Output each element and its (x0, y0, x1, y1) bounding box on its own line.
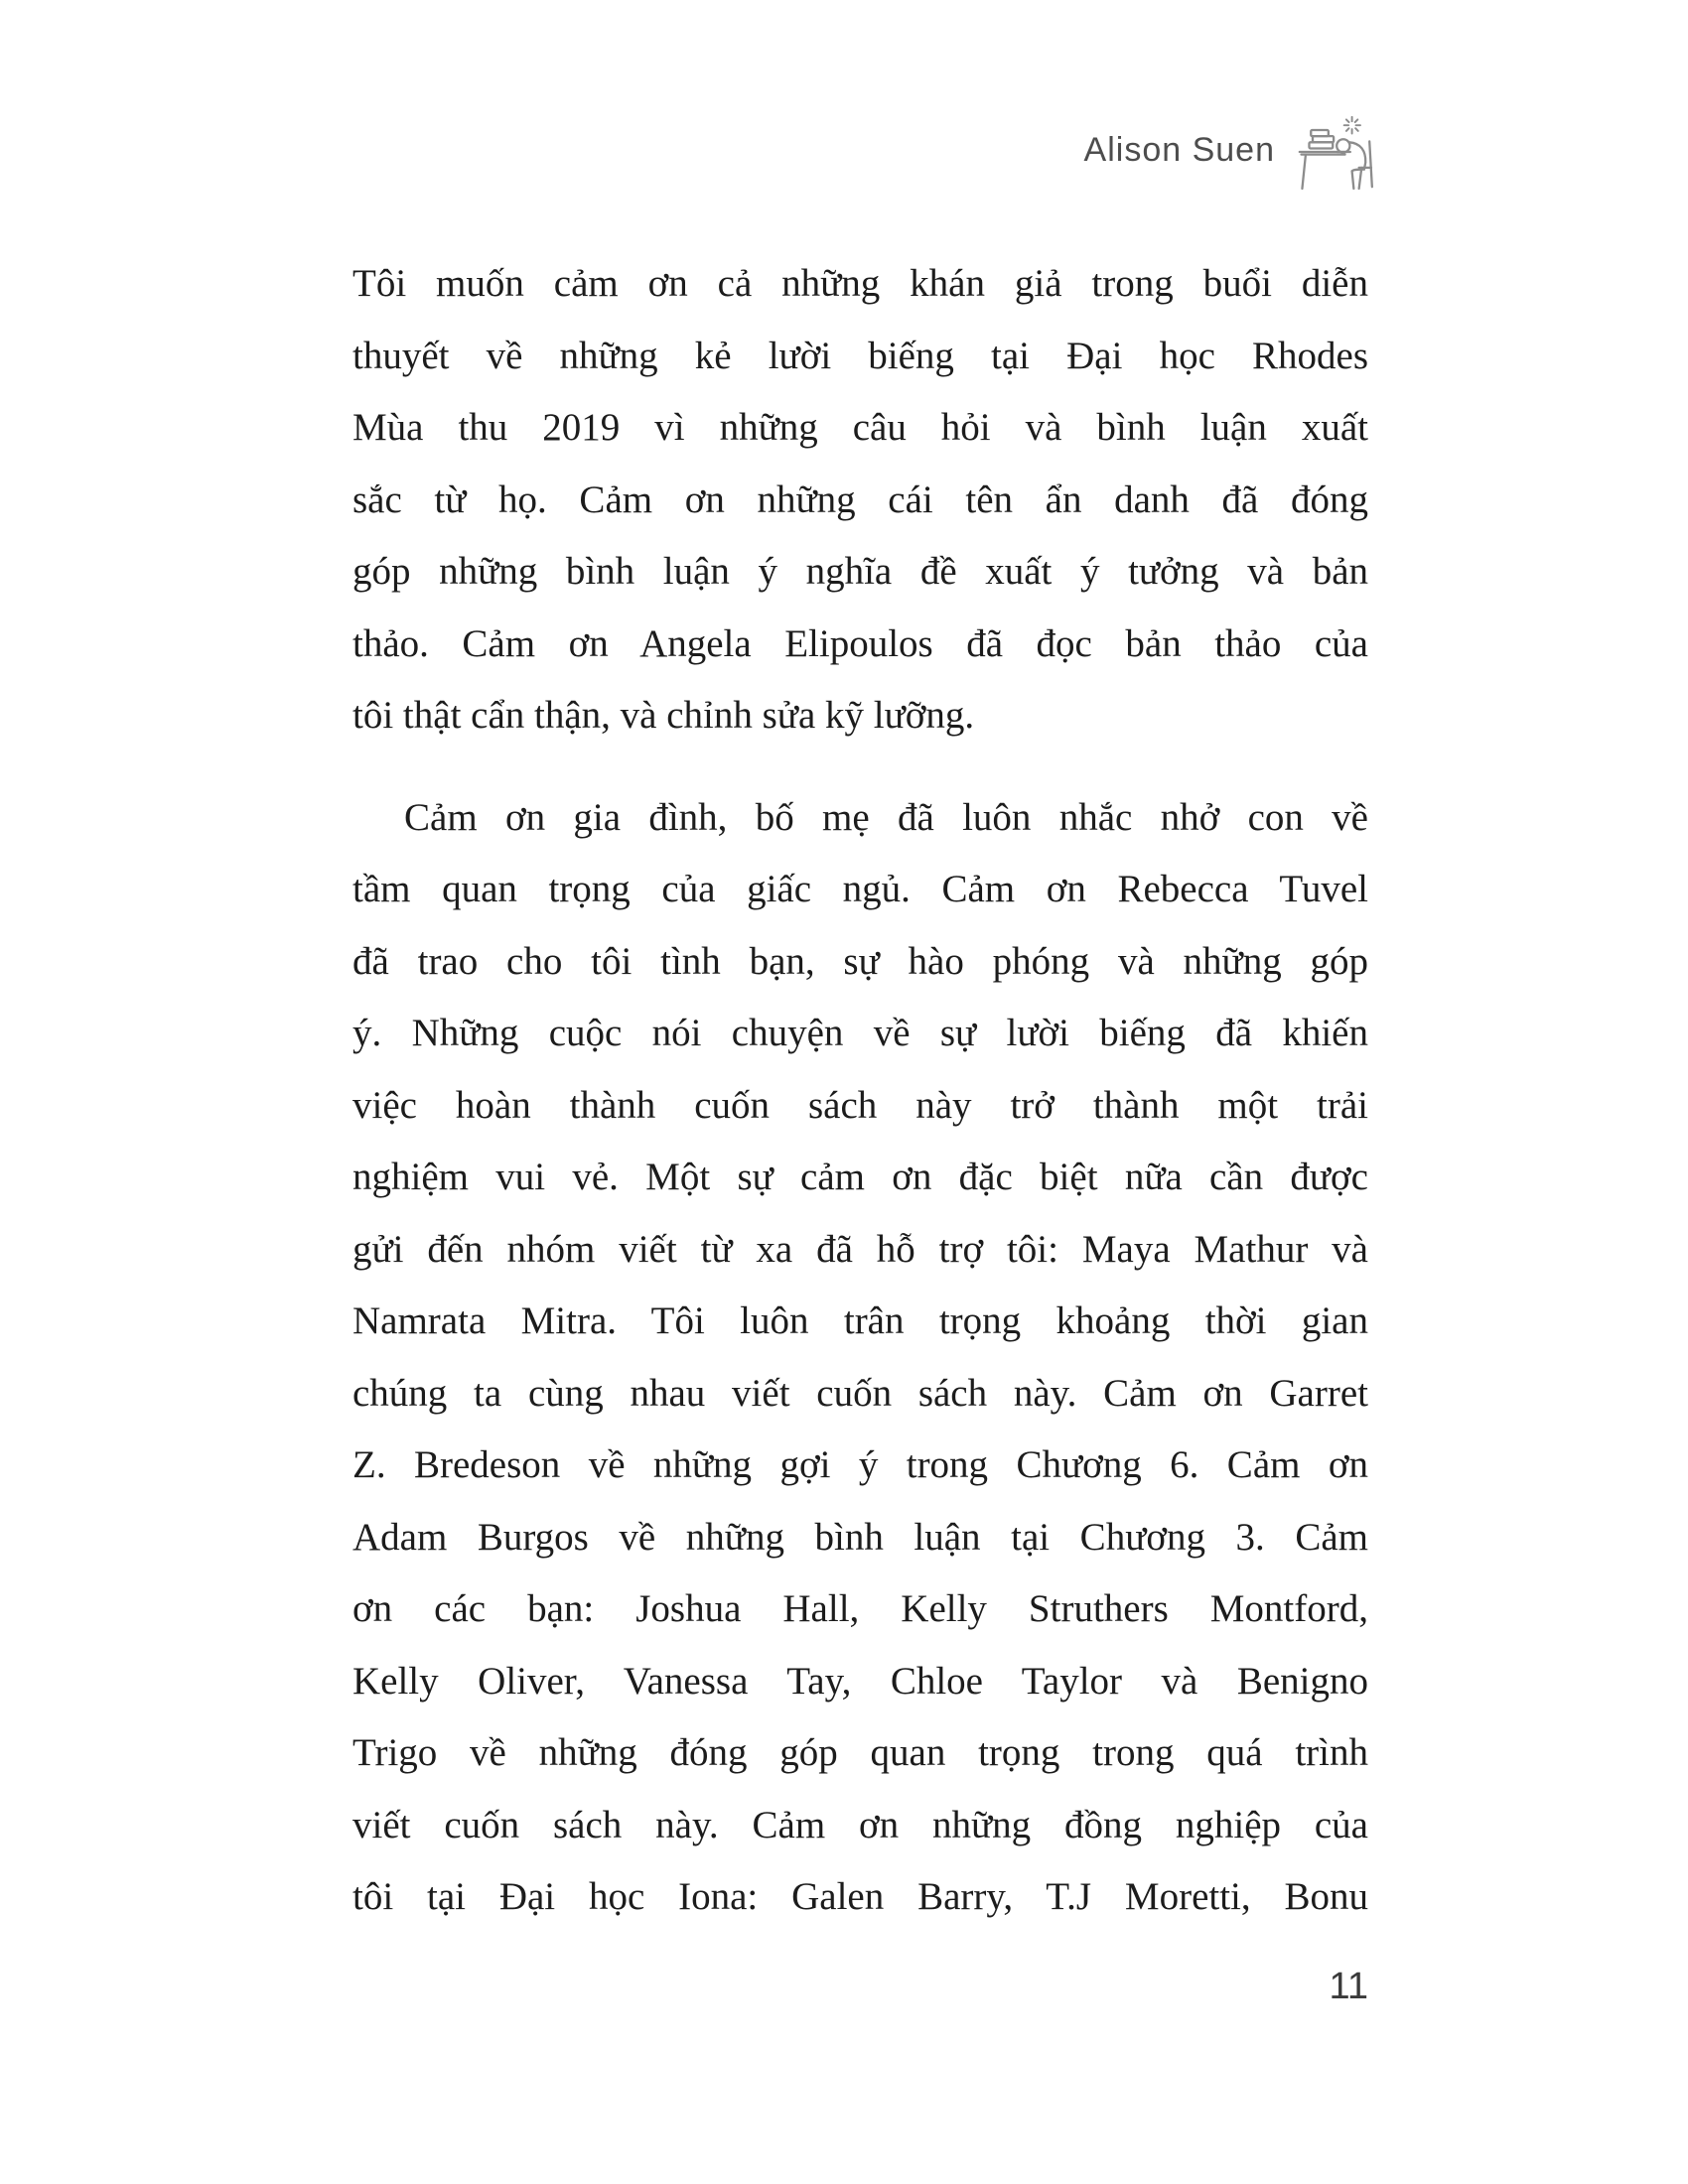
text-line: thuyết về những kẻ lười biếng tại Đại học Rhodes (352, 334, 1368, 377)
text-line: Z. Bredeson về những gợi ý trong Chương 6. Cảm ơn (352, 1443, 1368, 1486)
text-line: việc hoàn thành cuốn sách này trở thành một trải (352, 1083, 1368, 1127)
text-line: Adam Burgos về những bình luận tại Chương 3. Cảm (352, 1515, 1368, 1559)
text-line: Trigo về những đóng góp quan trọng trong quá trình (352, 1731, 1368, 1774)
text-line: Tôi muốn cảm ơn cả những khán giả trong buổi diễn (352, 262, 1368, 305)
text-line: góp những bình luận ý nghĩa đề xuất ý tưởng và bản (352, 550, 1368, 593)
sparkle-burst (1344, 117, 1360, 134)
text-line: gửi đến nhóm viết từ xa đã hỗ trợ tôi: Maya Mathur và (352, 1227, 1368, 1271)
text-line: ý. Những cuộc nói chuyện về sự lười biếng đã khiến (352, 1012, 1368, 1054)
text-line: thảo. Cảm ơn Angela Elipoulos đã đọc bản thảo của (352, 621, 1368, 665)
text-line: viết cuốn sách này. Cảm ơn những đồng nghiệp của (352, 1803, 1368, 1846)
text-line: tầm quan trọng của giấc ngủ. Cảm ơn Rebecca Tuvel (352, 868, 1368, 910)
text-line: nghiệm vui vẻ. Một sự cảm ơn đặc biệt nữa cần được (352, 1156, 1368, 1198)
person (1336, 139, 1365, 189)
sleeping-person-at-desk-icon (1291, 111, 1378, 193)
text-line: Namrata Mitra. Tôi luôn trân trọng khoảng thời gian (352, 1299, 1368, 1342)
text-line: Cảm ơn gia đình, bố mẹ đã luôn nhắc nhở con về (404, 795, 1368, 839)
book-stack (1309, 130, 1334, 148)
page-number: 11 (1329, 1966, 1368, 2007)
paragraph (352, 782, 1368, 1934)
text-line: tôi tại Đại học Iona: Galen Barry, T.J Moretti, Bonu (352, 1875, 1368, 1918)
text-block (352, 248, 1368, 1934)
desk (1300, 152, 1347, 189)
text-line: chúng ta cùng nhau viết cuốn sách này. Cảm ơn Garret (352, 1371, 1368, 1415)
page-header (1084, 111, 1378, 193)
text-line: ơn các bạn: Joshua Hall, Kelly Struthers Montford, (352, 1587, 1368, 1630)
text-line: đã trao cho tôi tình bạn, sự hào phóng và những góp (352, 939, 1368, 983)
text-line: sắc từ họ. Cảm ơn những cái tên ẩn danh đã đóng (352, 478, 1368, 521)
paragraph (352, 248, 1368, 752)
text-line: Kelly Oliver, Vanessa Tay, Chloe Taylor và Benigno (352, 1659, 1368, 1703)
text-line: Mùa thu 2019 vì những câu hỏi và bình luận xuất (352, 406, 1368, 449)
text-line: tôi thật cẩn thận, và chỉnh sửa kỹ lưỡng. (352, 694, 975, 737)
author-name: Alison Suen (1083, 131, 1275, 169)
